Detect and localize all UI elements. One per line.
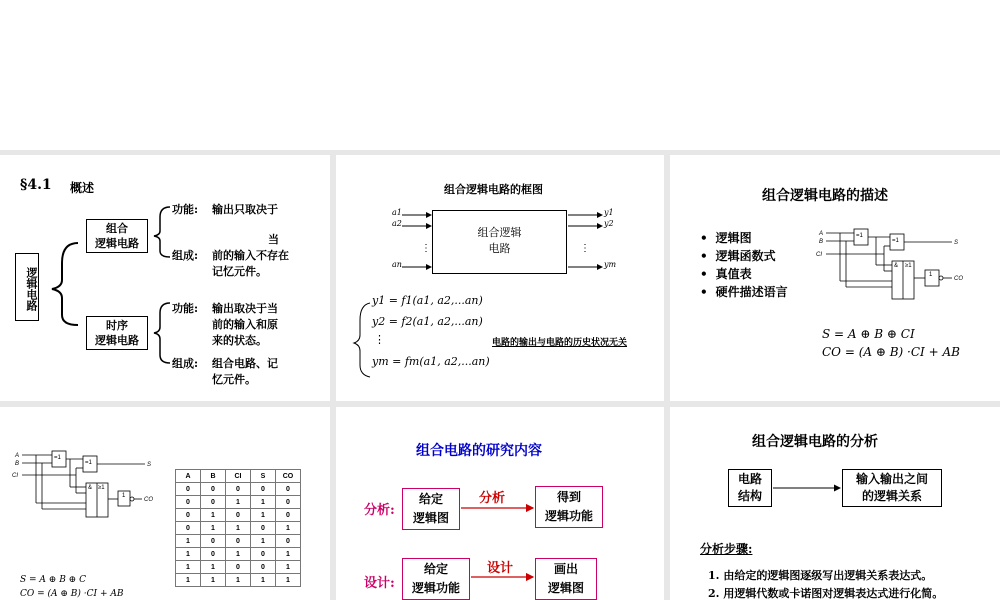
table-row (176, 574, 301, 587)
output-y2: y2 (604, 219, 614, 228)
slide-thumbnail-6[interactable] (670, 407, 1000, 600)
cell: 0 (276, 483, 301, 496)
comp-text-2a: 组合电路、记 (212, 357, 278, 370)
cell: 1 (201, 522, 226, 535)
combinational-logic-box: 组合 逻辑电路 (86, 219, 148, 253)
cell: 0 (176, 496, 201, 509)
slide-title: 组合逻辑电路的描述 (762, 188, 888, 204)
func-label-1: 功能: (172, 203, 199, 216)
cell: 1 (226, 522, 251, 535)
func-text-2a: 输出取决于当 (212, 302, 278, 315)
gate-label-b: B (819, 239, 824, 245)
slide-thumbnail-1[interactable] (0, 155, 330, 401)
cell: 0 (276, 496, 301, 509)
cell: 0 (276, 509, 301, 522)
cell: 0 (226, 483, 251, 496)
func-text-2c: 来的状态。 (212, 334, 267, 347)
circuit-structure-box: 电路 结构 (728, 469, 772, 507)
section-number: §4.1 (20, 177, 52, 193)
gate-and: & (88, 485, 93, 491)
top-blank-area (0, 0, 1000, 150)
gate-xor-1: =1 (856, 233, 863, 239)
func-text-1a: 输出只取决于 (212, 203, 278, 216)
cell: 0 (251, 548, 276, 561)
gate-label-s: S (954, 240, 959, 246)
input-a1: a1 (392, 208, 402, 217)
func-text-2b: 前的输入和原 (212, 318, 278, 331)
cell: 0 (176, 522, 201, 535)
cell: 1 (251, 496, 276, 509)
cell: 1 (201, 574, 226, 587)
design-arrow-label: 设计 (487, 561, 514, 576)
comp-label-1: 组成: (172, 249, 199, 262)
equation-1: y1 = f1(a1, a2,...an) (372, 294, 483, 307)
cell: 1 (276, 548, 301, 561)
full-adder-diagram (670, 155, 1000, 401)
cell: 1 (176, 548, 201, 561)
table-header-row (176, 470, 301, 483)
bullet-logic-diagram: • 逻辑图 (700, 229, 788, 247)
cell: 1 (226, 574, 251, 587)
col-header: A (176, 470, 201, 483)
svg-text:⋮: ⋮ (580, 243, 590, 254)
cell: 1 (276, 561, 301, 574)
draw-diagram-box: 画出 逻辑图 (535, 558, 597, 600)
cell: 0 (201, 496, 226, 509)
table-row (176, 548, 301, 561)
gate-xor-2: =1 (892, 238, 899, 244)
gate-label-a: A (819, 231, 824, 237)
gate-label-s: S (147, 462, 152, 468)
table-row (176, 561, 301, 574)
gate-xor-1: =1 (54, 455, 61, 461)
brace-lines (0, 155, 330, 401)
slide-thumbnail-3[interactable] (670, 155, 1000, 401)
cell: 1 (226, 496, 251, 509)
comp-text-2b: 忆元件。 (212, 373, 256, 386)
cell: 0 (276, 535, 301, 548)
slide-title: 组合逻辑电路的分析 (752, 434, 878, 450)
cell: 1 (251, 574, 276, 587)
analysis-label: 分析: (364, 503, 395, 518)
flow-arrows (336, 407, 664, 600)
step-1: 1. 由给定的逻辑图逐级写出逻辑关系表达式。 (708, 569, 933, 582)
output-y1: y1 (604, 208, 614, 217)
cell: 1 (176, 535, 201, 548)
gate-and: & (894, 263, 899, 269)
given-diagram-box: 给定 逻辑图 (402, 488, 460, 530)
slide-thumbnail-2[interactable] (336, 155, 664, 401)
gate-label-a: A (15, 453, 20, 459)
gate-label-ci: CI (816, 252, 822, 258)
gate-label-co: CO (954, 276, 963, 282)
cell: 0 (251, 483, 276, 496)
sum-equation: S = A ⊕ B ⊕ CI (822, 327, 915, 341)
bullet-truth-table: • 真值表 (700, 265, 788, 283)
design-label: 设计: (364, 576, 395, 591)
col-header: B (201, 470, 226, 483)
slide-title: 组合电路的研究内容 (416, 443, 542, 459)
col-header: CO (276, 470, 301, 483)
cell: 1 (201, 509, 226, 522)
slide-title: 概述 (70, 181, 95, 195)
col-header: CI (226, 470, 251, 483)
table-row (176, 496, 301, 509)
analysis-arrow-label: 分析 (479, 491, 506, 506)
bullet-logic-function: • 逻辑函数式 (700, 247, 788, 265)
comp-label-2: 组成: (172, 357, 199, 370)
func-label-2: 功能: (172, 302, 199, 315)
gate-label-ci: CI (12, 473, 18, 479)
cell: 0 (201, 548, 226, 561)
cell: 0 (176, 483, 201, 496)
bullet-hdl: • 硬件描述语言 (700, 283, 788, 301)
truth-table (175, 469, 301, 587)
gate-label-b: B (15, 461, 20, 467)
logic-block: 组合逻辑 电路 (432, 210, 567, 274)
table-row (176, 509, 301, 522)
cell: 0 (201, 535, 226, 548)
step-2: 2. 用逻辑代数或卡诺图对逻辑表达式进行化简。 (708, 587, 944, 600)
cell: 1 (251, 509, 276, 522)
slide-title: 组合逻辑电路的框图 (444, 183, 543, 196)
carry-equation: CO = (A ⊕ B) ·CI + AB (20, 589, 124, 599)
steps-title: 分析步骤: (700, 542, 753, 556)
history-note: 电路的输出与电路的历史状况无关 (492, 338, 628, 348)
input-a2: a2 (392, 219, 402, 228)
cell: 0 (226, 561, 251, 574)
col-header: S (251, 470, 276, 483)
gate-label-co: CO (144, 497, 153, 503)
carry-equation: CO = (A ⊕ B) ·CI + AB (822, 345, 960, 359)
get-function-box: 得到 逻辑功能 (535, 486, 603, 528)
cell: 0 (226, 509, 251, 522)
table-row (176, 522, 301, 535)
cell: 0 (251, 522, 276, 535)
equation-m: ym = fm(a1, a2,...an) (372, 355, 490, 368)
given-function-box: 给定 逻辑功能 (402, 558, 470, 600)
func-text-1b: 当 (268, 233, 279, 246)
cell: 1 (251, 535, 276, 548)
svg-text:⋮: ⋮ (421, 243, 431, 254)
io-relation-box: 输入输出之间 的逻辑关系 (842, 469, 942, 507)
gate-not: 1 (122, 493, 126, 499)
gate-or: ≥1 (905, 263, 912, 269)
cell: 1 (201, 561, 226, 574)
sum-equation: S = A ⊕ B ⊕ C (20, 575, 86, 585)
comp-text-1a: 前的输入不存在 (212, 249, 289, 262)
comp-text-1b: 记忆元件。 (212, 265, 267, 278)
cell: 1 (226, 548, 251, 561)
gate-not: 1 (929, 272, 933, 278)
gate-or: ≥1 (98, 485, 105, 491)
sequential-logic-box: 时序 逻辑电路 (86, 316, 148, 350)
table-row (176, 483, 301, 496)
table-row (176, 535, 301, 548)
cell: 0 (226, 535, 251, 548)
vertical-label-box: 逻辑电路 (15, 253, 39, 321)
cell: 0 (176, 509, 201, 522)
equation-dots: ⋮ (374, 333, 385, 346)
cell: 1 (176, 574, 201, 587)
slide-thumbnail-5[interactable] (336, 407, 664, 600)
output-ym: ym (604, 260, 617, 269)
cell: 1 (176, 561, 201, 574)
cell: 1 (276, 574, 301, 587)
input-an: an (392, 260, 402, 269)
gate-xor-2: =1 (85, 460, 92, 466)
slide-thumbnail-4[interactable] (0, 407, 330, 600)
equation-2: y2 = f2(a1, a2,...an) (372, 315, 483, 328)
cell: 0 (251, 561, 276, 574)
cell: 0 (201, 483, 226, 496)
cell: 1 (276, 522, 301, 535)
